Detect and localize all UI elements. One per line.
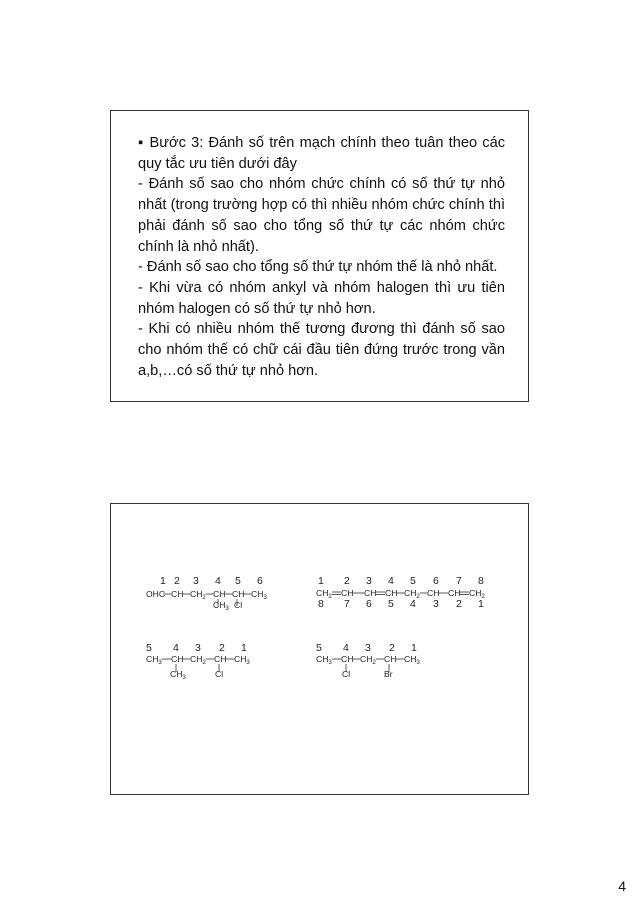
f4-atom-5: $CH_3$ bbox=[316, 654, 332, 666]
f3-sub-methyl: $CH_3$ bbox=[170, 669, 186, 681]
f2-atom-7: CH bbox=[448, 588, 461, 598]
f2-num-top-2: 2 bbox=[344, 575, 350, 587]
f2-num-bottom-2: 7 bbox=[344, 598, 350, 610]
f1-num-2: 2 bbox=[174, 575, 180, 587]
f2-num-bottom-8: 1 bbox=[478, 598, 484, 610]
f2-num-top-5: 5 bbox=[410, 575, 416, 587]
f1-num-1: 1 bbox=[160, 575, 166, 587]
rule-alphabetical-priority: - Khi có nhiều nhóm thế tương đương thì đánh số sao cho nhóm thế có chữ cái đầu tiên đứng trước trong vần a,b,…có số thứ tự nhỏ hơn. bbox=[138, 321, 505, 379]
f1-atom-1: OHC bbox=[146, 589, 166, 599]
f1-atom-3: $CH_2$ bbox=[190, 589, 206, 601]
formula-2 bbox=[316, 575, 485, 610]
f3-atom-2: CH bbox=[214, 654, 227, 664]
f1-sub-methyl: $CH_3$ bbox=[213, 600, 229, 612]
f2-atom-8: $CH_2$ bbox=[469, 588, 485, 600]
page-number: 4 bbox=[618, 878, 626, 894]
f2-num-top-6: 6 bbox=[433, 575, 439, 587]
f2-atom-6: CH bbox=[427, 588, 440, 598]
f3-atom-1: $CH_3$ bbox=[234, 654, 250, 666]
f2-num-top-4: 4 bbox=[388, 575, 394, 587]
f2-num-top-1: 1 bbox=[318, 575, 324, 587]
f2-num-bottom-3: 6 bbox=[366, 598, 372, 610]
f4-num-3: 3 bbox=[365, 642, 371, 654]
f3-num-3: 3 bbox=[195, 642, 201, 654]
f1-num-4: 4 bbox=[215, 575, 221, 587]
rule-substituent-sum: - Đánh số sao cho tổng số thứ tự nhóm thế là nhỏ nhất. bbox=[138, 259, 498, 276]
f2-num-bottom-4: 5 bbox=[388, 598, 394, 610]
f2-atom-3: CH bbox=[364, 588, 377, 598]
f4-num-1: 1 bbox=[411, 642, 417, 654]
f2-atom-5: $CH_2$ bbox=[404, 588, 420, 600]
f3-sub-chloro: Cl bbox=[215, 669, 224, 679]
f2-num-top-7: 7 bbox=[456, 575, 462, 587]
f2-atom-2: CH bbox=[341, 588, 354, 598]
f3-num-5: 5 bbox=[146, 642, 152, 654]
f3-num-2: 2 bbox=[219, 642, 225, 654]
f2-atom-4: CH bbox=[385, 588, 398, 598]
f4-atom-4: CH bbox=[341, 654, 354, 664]
f1-sub-chloro: Cl bbox=[234, 600, 243, 610]
f2-num-top-8: 8 bbox=[478, 575, 484, 587]
f4-atom-3: $CH_2$ bbox=[360, 654, 376, 666]
f3-atom-3: $CH_2$ bbox=[190, 654, 206, 666]
f4-num-5: 5 bbox=[316, 642, 322, 654]
f1-atom-2: CH bbox=[171, 589, 184, 599]
f3-atom-5: $CH_3$ bbox=[146, 654, 162, 666]
f3-num-4: 4 bbox=[173, 642, 179, 654]
f4-num-4: 4 bbox=[343, 642, 349, 654]
f2-num-top-3: 3 bbox=[366, 575, 372, 587]
f4-num-2: 2 bbox=[389, 642, 395, 654]
f1-atom-5: CH bbox=[232, 589, 245, 599]
f2-num-bottom-5: 4 bbox=[410, 598, 416, 610]
formulas-drawing bbox=[111, 504, 528, 794]
f4-sub-chloro: Cl bbox=[342, 669, 351, 679]
f2-atom-1: $CH_2$ bbox=[316, 588, 332, 600]
formula-4 bbox=[316, 642, 420, 679]
f2-num-bottom-7: 2 bbox=[456, 598, 462, 610]
f4-sub-bromo: Br bbox=[384, 669, 393, 679]
f1-atom-6: $CH_3$ bbox=[251, 589, 267, 601]
rule-step3-heading: ▪ Bước 3: Đánh số trên mạch chính theo tuân theo các quy tắc ưu tiên dưới đây bbox=[138, 135, 505, 172]
f2-num-bottom-1: 8 bbox=[318, 598, 324, 610]
formula-3 bbox=[146, 642, 250, 681]
f3-num-1: 1 bbox=[241, 642, 247, 654]
f2-num-bottom-6: 3 bbox=[433, 598, 439, 610]
formula-1 bbox=[146, 575, 267, 612]
slide-structural-formulas bbox=[110, 503, 529, 795]
f1-num-3: 3 bbox=[193, 575, 199, 587]
f1-atom-4: CH bbox=[213, 589, 226, 599]
rules-text-block bbox=[138, 133, 505, 381]
f4-atom-2: CH bbox=[384, 654, 397, 664]
f3-atom-4: CH bbox=[171, 654, 184, 664]
rule-main-function-numbering: - Đánh số sao cho nhóm chức chính có số thứ tự nhỏ nhất (trong trường hợp có thì nhiều nhóm chức chính thì phải đánh số sao cho tổng số thứ tự các nhóm chức chính là nhỏ nhất). bbox=[138, 176, 505, 255]
rule-halogen-priority: - Khi vừa có nhóm ankyl và nhóm halogen thì ưu tiên nhóm halogen có số thứ tự nhỏ hơn. bbox=[138, 279, 505, 317]
slide-text-rules bbox=[110, 110, 529, 402]
f4-atom-1: $CH_3$ bbox=[404, 654, 420, 666]
f1-num-6: 6 bbox=[257, 575, 263, 587]
f1-num-5: 5 bbox=[235, 575, 241, 587]
